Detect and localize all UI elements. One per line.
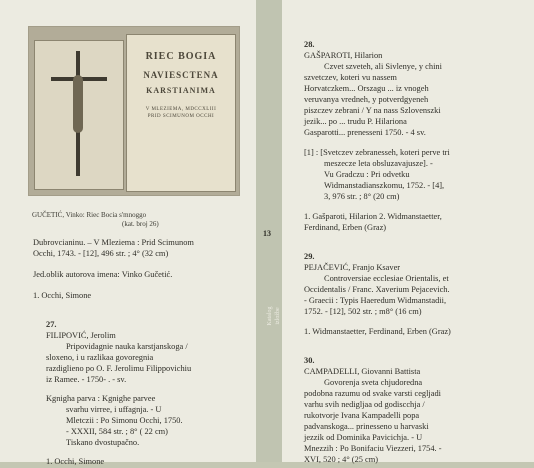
entry30-line: padvanskoga... prinesseno u harvaski: [304, 422, 429, 431]
entry27-line: Pripovidagnie nauka karstjanskoga /: [66, 342, 188, 351]
entry28-line: 1. Gašparoti, Hilarion 2. Widmanstaetter,: [304, 212, 442, 221]
book-photograph: [28, 26, 240, 196]
entry27-line: iz Ramee. - 1750- . - sv.: [46, 375, 127, 384]
entry30-line: Govorenja sveta chjudoredna: [324, 378, 423, 387]
entry27-line: razdiglieno po O. F. Jerolimu Filippovichiu: [46, 364, 192, 373]
entry30-line: XVI, 520 ; 4° (25 cm): [304, 455, 379, 464]
entry26-line: Dubrovcianinu. – V Mleziema : Prid Scimunom: [33, 238, 194, 247]
entry30-author: CAMPADELLI, Giovanni Battista: [304, 367, 421, 376]
entry27-line: 1. Occhi, Simone: [46, 457, 105, 466]
entry30-line: podobna razumu od svake varsti cegljadi: [304, 389, 441, 398]
entry28-line: Vu Gradczu : Pri odvetku: [324, 170, 410, 179]
entry28-line: Ferdinand, Erben (Graz): [304, 223, 387, 232]
book-subtitle-2: KARSTIANIMA: [146, 86, 216, 95]
entry28-line: meszecze leta obsluzavajusze]. -: [324, 159, 433, 168]
entry28-line: Gasparotti... prenesseni 1750. - 4 sv.: [304, 128, 426, 137]
entry28-line: szvetczev, koteri vu nassem: [304, 73, 397, 82]
entry27-line: Mletczii : Po Simonu Occhi, 1750.: [66, 416, 183, 425]
crucifix-engraving: [34, 40, 124, 190]
caption-reference: (kat. broj 26): [122, 220, 159, 228]
entry28-line: 3, 976 str. ; 8° (20 cm): [324, 192, 400, 201]
entry28-line: [1] : [Svetczev zebranesseh, koteri perve tri: [304, 148, 450, 157]
entry29-line: 1752. - [12], 502 str. ; m8° (16 cm): [304, 307, 422, 316]
entry29-author: PEJAČEVIĆ, Franjo Ksaver: [304, 263, 401, 272]
page-number: 13: [263, 229, 271, 238]
entry28-author: GAŠPAROTI, Hilarion: [304, 51, 383, 60]
entry28-line: piszczev zebrani / Y na nass Szlovenszki: [304, 106, 441, 115]
entry28-line: veruvanya vredneh, y potverdgyeneh: [304, 95, 429, 104]
book-printer: PRID SCIMUNOM OCCHI: [147, 114, 215, 119]
book-subtitle: NAVIESCTENA: [143, 70, 219, 80]
entry29-line: - Graecii : Typis Haeredum Widmanstadii,: [304, 296, 447, 305]
entry29-line: Occidentalis / Franc. Xaverium Pejacevich.: [304, 285, 450, 294]
entry27-line: svarhu virree, i uffagnja. - U: [66, 405, 162, 414]
entry28-line: Czvet szveteh, ali Sivlenye, y chini: [324, 62, 442, 71]
book-title: RIEC BOGIA: [145, 51, 217, 62]
entry27-author: FILIPOVIĆ, Jerolim: [46, 331, 116, 340]
entry28-line: Horvatczkem... Orszagu ... iz vnogeh: [304, 84, 429, 93]
entry27-number: 27.: [46, 320, 57, 329]
crucified-figure: [73, 75, 83, 133]
title-page: [126, 34, 236, 192]
book-place: V MLEZIEMA, MDCCXLIII: [145, 107, 217, 112]
entry30-line: varhu svih nedigljaa od godiscchja /: [304, 400, 425, 409]
entry29-line: Controversiae ecclesiae Orientalis, et: [324, 274, 449, 283]
entry29-number: 29.: [304, 252, 315, 261]
entry30-line: jezzik od Dominika Pavicichja. - U: [304, 433, 423, 442]
entry30-line: Mnezzih : Po Bonifaciu Viezzeri, 1754. -: [304, 444, 442, 453]
entry27-line: sloxeno, i u razlikaa govoregnia: [46, 353, 154, 362]
photo-caption: [32, 211, 252, 229]
entry30-line: rukotvorje Ivana Kampadelli popa: [304, 411, 420, 420]
entry27-line: - XXXII, 584 str. ; 8° ( 22 cm): [66, 427, 168, 436]
entry27-line: Tiskano dvostupačno.: [66, 438, 140, 447]
entry26-line: Jed.oblik autorova imena: Vinko Gučetić.: [33, 270, 173, 279]
entry28-line: Widmanstadianszkomu, 1752. - [4],: [324, 181, 445, 190]
entry29-line: 1. Widmanstaetter, Ferdinand, Erben (Graz): [304, 327, 451, 336]
entry26-line: 1. Occhi, Simone: [33, 291, 92, 300]
spine-label: Katalog izložbe: [267, 306, 281, 326]
entry30-number: 30.: [304, 356, 315, 365]
entry28-line: jezik... po ... trudu P. Hilariona: [304, 117, 407, 126]
entry27-line: Kgnigha parva : Kgnighe parvee: [46, 394, 156, 403]
entry26-line: Occhi, 1743. - [12], 496 str. ; 4° (32 cm): [33, 249, 169, 258]
caption-line: GUČETIĆ, Vinko: Riec Bocia s'mnoggo: [32, 211, 147, 219]
entry28-number: 28.: [304, 40, 315, 49]
